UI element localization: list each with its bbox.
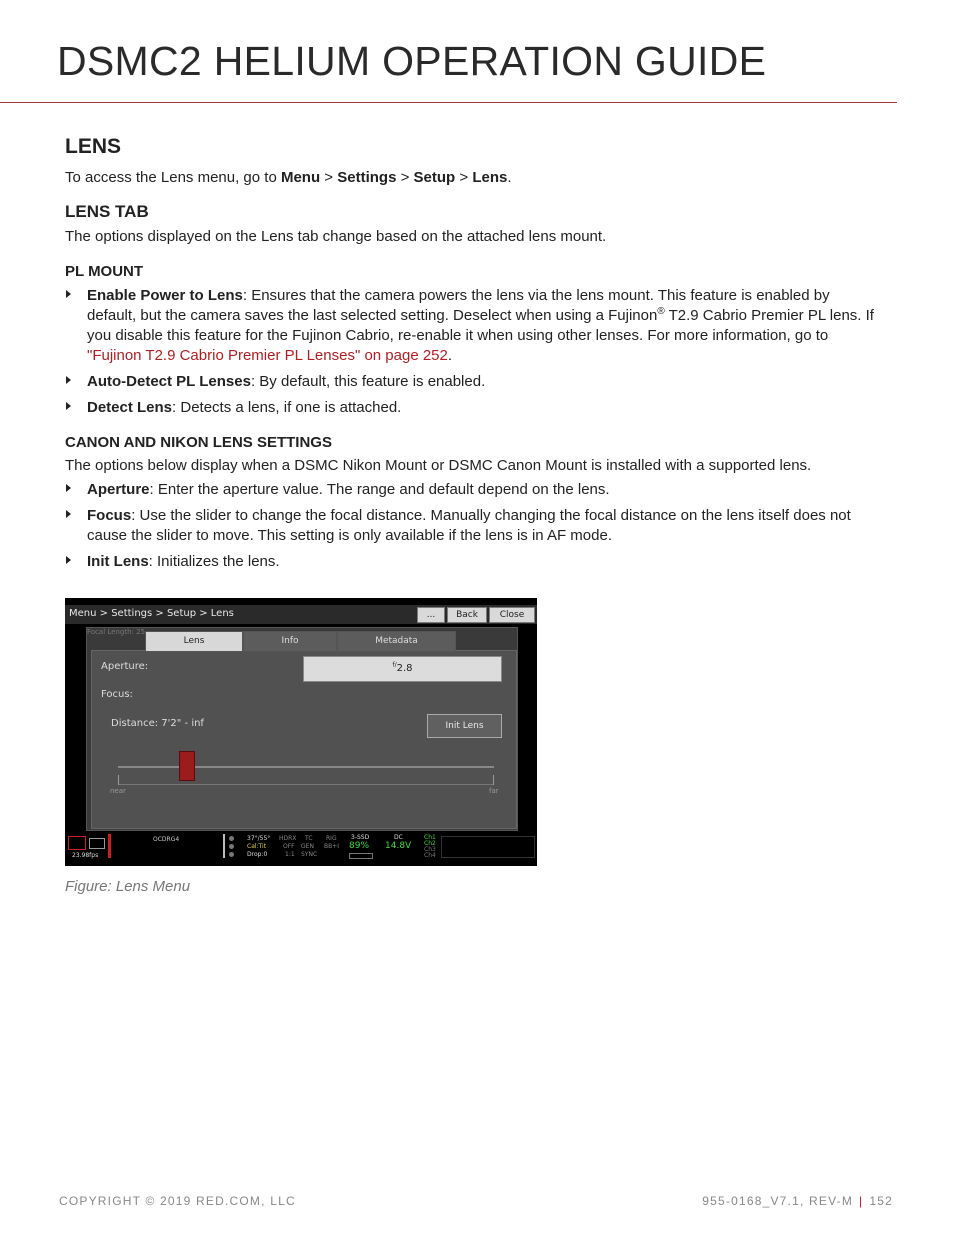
breadcrumb: Menu > Settings > Setup > Lens — [69, 608, 234, 619]
slider-far-label: far — [489, 787, 499, 795]
hdrx-label: HDRX — [279, 835, 297, 842]
title-divider — [0, 102, 897, 103]
list-item: Enable Power to Lens: Ensures that the camera powers the lens via the lens mount. This feature is enabled by default, but the camera saves the last selected setting. Deselect when using a Fujinon® T2.9 Cabrio Premier PL lens. If you disable this feature for the Fujinon Cabrio, re-enable it when using other lenses. For more information, go to "Fujinon T2.9 Cabrio Premier PL Lenses" on page 252. — [65, 286, 875, 366]
distance-label: Distance: 7'2" - inf — [111, 718, 204, 729]
list-item: Auto-Detect PL Lenses: By default, this feature is enabled. — [65, 372, 875, 392]
voltage-readout: 14.8V — [385, 841, 412, 851]
bullet-arrow-icon — [66, 290, 71, 298]
hdrx-value: OFF — [283, 843, 295, 850]
status-dot-icon — [229, 852, 234, 857]
media-percent: 89% — [349, 841, 370, 851]
audio-channel-2: Ch2 — [424, 840, 436, 847]
rig-label: RIG — [326, 835, 337, 842]
focus-label: Focus: — [101, 689, 133, 700]
status-dot-icon — [229, 844, 234, 849]
record-camera-icon — [68, 836, 86, 850]
page-number: 152 — [869, 1194, 893, 1208]
aperture-label: Aperture: — [101, 661, 149, 672]
canon-nikon-list — [65, 480, 875, 572]
tab-bar — [145, 631, 456, 652]
slider-tick-far — [493, 775, 494, 785]
tab-lens[interactable]: Lens — [145, 631, 243, 652]
framerate-readout: 23.98fps — [72, 852, 99, 859]
dc-label: DC — [394, 834, 403, 841]
playback-icon — [89, 838, 105, 849]
footer-page-info — [702, 1194, 893, 1208]
pl-mount-heading: PL MOUNT — [65, 263, 144, 280]
bullet-arrow-icon — [66, 510, 71, 518]
back-button[interactable]: Back — [447, 607, 487, 623]
cal-readout: Cal:Tit — [247, 843, 267, 850]
bullet-arrow-icon — [66, 484, 71, 492]
lens-tab-intro: The options displayed on the Lens tab change based on the attached lens mount. — [65, 228, 607, 245]
tab-info[interactable]: Info — [243, 631, 337, 652]
audio-meters — [441, 836, 535, 858]
media-label: 3-SSD — [351, 834, 370, 841]
pl-mount-list — [65, 286, 875, 418]
lens-tab-heading: LENS TAB — [65, 202, 149, 221]
footer-copyright: COPYRIGHT © 2019 RED.COM, LLC — [59, 1194, 296, 1208]
lens-heading: LENS — [65, 135, 122, 158]
document-title: DSMC2 HELIUM OPERATION GUIDE — [57, 38, 767, 84]
close-button[interactable]: Close — [489, 607, 535, 623]
main-content — [65, 133, 875, 578]
canon-nikon-heading: CANON AND NIKON LENS SETTINGS — [65, 434, 332, 451]
doc-id: 955-0168_V7.1, REV-M — [702, 1194, 854, 1208]
tc-label: TC — [305, 835, 313, 842]
aperture-field[interactable]: $^{f/}$2.8 — [303, 656, 502, 682]
slider-tick-near — [118, 775, 119, 785]
shutter-readout: 37°/55° — [247, 835, 271, 842]
bb-label: BB+I — [324, 843, 340, 850]
histogram-bar — [223, 834, 225, 858]
audio-meter-bar — [108, 834, 111, 858]
bullet-arrow-icon — [66, 402, 71, 410]
audio-channel-1: Ch1 — [424, 834, 436, 841]
bullet-arrow-icon — [66, 376, 71, 384]
audio-channel-4: Ch4 — [424, 852, 436, 859]
audio-channel-3: Ch3 — [424, 846, 436, 853]
status-dot-icon — [229, 836, 234, 841]
focus-slider-track[interactable] — [118, 766, 494, 768]
camera-status-bar — [65, 834, 537, 866]
list-item: Aperture: Enter the aperture value. The range and default depend on the lens. — [65, 480, 875, 500]
init-lens-button[interactable]: Init Lens — [427, 714, 502, 738]
list-item: Init Lens: Initializes the lens. — [65, 552, 875, 572]
media-bar — [349, 853, 373, 859]
footer-separator: | — [859, 1194, 864, 1208]
menu-topbar — [65, 605, 537, 624]
sync-label: SYNC — [301, 851, 318, 858]
focus-slider-thumb[interactable] — [179, 751, 195, 781]
more-button[interactable]: ... — [417, 607, 445, 623]
look-readout: OCDRG4 — [153, 836, 180, 843]
canon-nikon-intro: The options below display when a DSMC Nikon Mount or DSMC Canon Mount is installed with a supported lens. — [65, 457, 812, 474]
ratio-readout: 1:1 — [285, 851, 295, 858]
tab-metadata[interactable]: Metadata — [337, 631, 456, 652]
list-item: Focus: Use the slider to change the focal distance. Manually changing the focal distance on the lens itself does not cause the slider to move. This setting is only available if the lens is in AF mode. — [65, 506, 875, 546]
lens-intro: To access the Lens menu, go to Menu > Settings > Setup > Lens. — [65, 169, 512, 186]
background-overlay-text: Focal Length: 25 — [87, 628, 146, 636]
list-item: Detect Lens: Detects a lens, if one is attached. — [65, 398, 875, 418]
slider-scale-line — [118, 784, 494, 785]
gen-label: GEN — [301, 843, 314, 850]
lens-menu-screenshot — [65, 598, 537, 866]
slider-near-label: near — [110, 787, 126, 795]
drop-readout: Drop:0 — [247, 851, 268, 858]
fujinon-link[interactable]: "Fujinon T2.9 Cabrio Premier PL Lenses" on page 252 — [87, 347, 448, 364]
figure-caption: Figure: Lens Menu — [65, 878, 191, 895]
bullet-arrow-icon — [66, 556, 71, 564]
